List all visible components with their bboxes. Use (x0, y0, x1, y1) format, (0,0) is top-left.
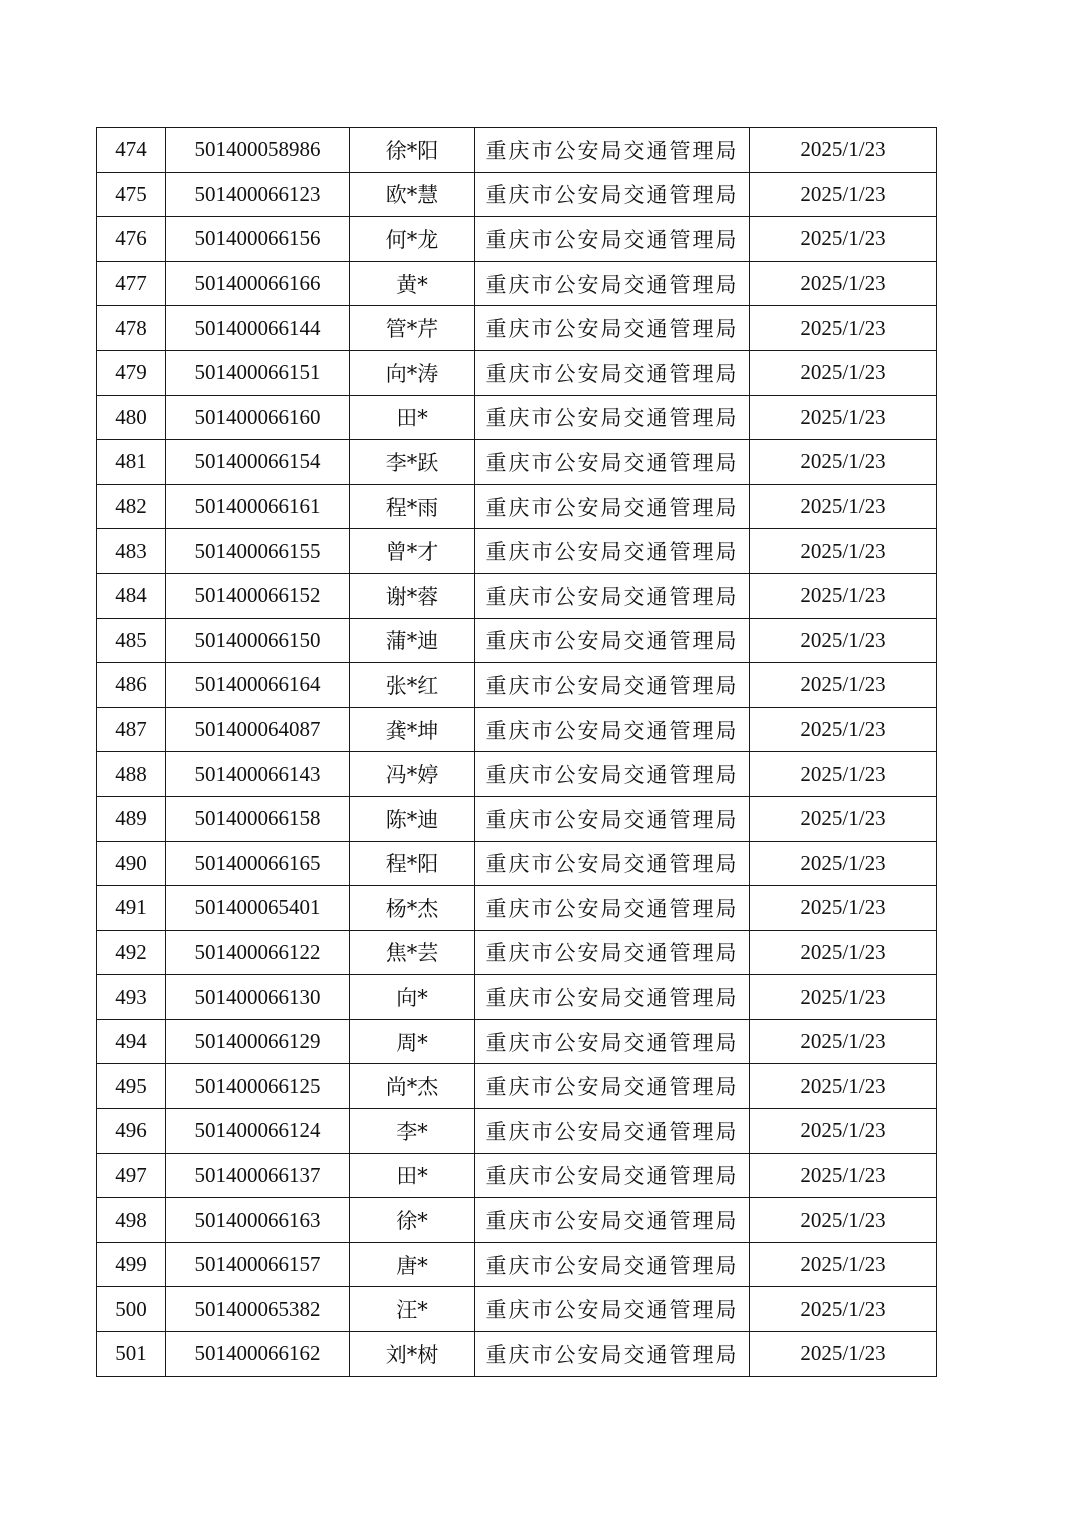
issue-date-cell: 2025/1/23 (750, 1242, 937, 1287)
issue-date-cell: 2025/1/23 (750, 1109, 937, 1154)
row-number-cell: 497 (97, 1153, 166, 1198)
person-name-cell: 陈*迪 (350, 796, 475, 841)
person-name-cell: 唐* (350, 1242, 475, 1287)
row-number-cell: 499 (97, 1242, 166, 1287)
issuing-authority-cell: 重庆市公安局交通管理局 (475, 172, 750, 217)
person-name-cell: 程*阳 (350, 841, 475, 886)
issue-date-cell: 2025/1/23 (750, 841, 937, 886)
certificate-number-cell: 501400066130 (166, 975, 350, 1020)
issue-date-cell: 2025/1/23 (750, 529, 937, 574)
person-name-cell: 焦*芸 (350, 930, 475, 975)
issuing-authority-cell: 重庆市公安局交通管理局 (475, 217, 750, 262)
certificate-number-cell: 501400066123 (166, 172, 350, 217)
issue-date-cell: 2025/1/23 (750, 663, 937, 708)
row-number-cell: 496 (97, 1109, 166, 1154)
table-row (97, 707, 937, 752)
row-number-cell: 474 (97, 128, 166, 173)
issuing-authority-cell: 重庆市公安局交通管理局 (475, 395, 750, 440)
certificate-number-cell: 501400065401 (166, 886, 350, 931)
certificate-number-cell: 501400066137 (166, 1153, 350, 1198)
issuing-authority-cell: 重庆市公安局交通管理局 (475, 841, 750, 886)
person-name-cell: 周* (350, 1019, 475, 1064)
issuing-authority-cell: 重庆市公安局交通管理局 (475, 1287, 750, 1332)
row-number-cell: 500 (97, 1287, 166, 1332)
row-number-cell: 487 (97, 707, 166, 752)
issuing-authority-cell: 重庆市公安局交通管理局 (475, 1019, 750, 1064)
person-name-cell: 曾*才 (350, 529, 475, 574)
table-row (97, 841, 937, 886)
issue-date-cell: 2025/1/23 (750, 306, 937, 351)
issue-date-cell: 2025/1/23 (750, 172, 937, 217)
person-name-cell: 田* (350, 1153, 475, 1198)
table-row (97, 975, 937, 1020)
certificate-number-cell: 501400066143 (166, 752, 350, 797)
issue-date-cell: 2025/1/23 (750, 752, 937, 797)
table-row (97, 796, 937, 841)
table-row (97, 350, 937, 395)
issue-date-cell: 2025/1/23 (750, 1153, 937, 1198)
certificate-number-cell: 501400066162 (166, 1332, 350, 1377)
table-row (97, 1064, 937, 1109)
issue-date-cell: 2025/1/23 (750, 707, 937, 752)
table-row (97, 573, 937, 618)
table-row (97, 261, 937, 306)
table-row (97, 930, 937, 975)
person-name-cell: 欧*慧 (350, 172, 475, 217)
table-row (97, 1287, 937, 1332)
person-name-cell: 刘*树 (350, 1332, 475, 1377)
person-name-cell: 徐*阳 (350, 128, 475, 173)
row-number-cell: 501 (97, 1332, 166, 1377)
table-row (97, 484, 937, 529)
issue-date-cell: 2025/1/23 (750, 484, 937, 529)
issuing-authority-cell: 重庆市公安局交通管理局 (475, 1109, 750, 1154)
certificate-number-cell: 501400066165 (166, 841, 350, 886)
issuing-authority-cell: 重庆市公安局交通管理局 (475, 707, 750, 752)
table-row (97, 172, 937, 217)
row-number-cell: 485 (97, 618, 166, 663)
row-number-cell: 475 (97, 172, 166, 217)
row-number-cell: 479 (97, 350, 166, 395)
row-number-cell: 494 (97, 1019, 166, 1064)
issuing-authority-cell: 重庆市公安局交通管理局 (475, 573, 750, 618)
table-row (97, 529, 937, 574)
row-number-cell: 481 (97, 440, 166, 485)
table-row (97, 886, 937, 931)
table-row (97, 395, 937, 440)
issue-date-cell: 2025/1/23 (750, 975, 937, 1020)
issuing-authority-cell: 重庆市公安局交通管理局 (475, 350, 750, 395)
row-number-cell: 493 (97, 975, 166, 1020)
person-name-cell: 向* (350, 975, 475, 1020)
table-row (97, 128, 937, 173)
certificate-number-cell: 501400066163 (166, 1198, 350, 1243)
issue-date-cell: 2025/1/23 (750, 1064, 937, 1109)
person-name-cell: 田* (350, 395, 475, 440)
row-number-cell: 480 (97, 395, 166, 440)
records-table-body (97, 128, 937, 1377)
row-number-cell: 488 (97, 752, 166, 797)
person-name-cell: 向*涛 (350, 350, 475, 395)
person-name-cell: 杨*杰 (350, 886, 475, 931)
person-name-cell: 张*红 (350, 663, 475, 708)
certificate-number-cell: 501400066157 (166, 1242, 350, 1287)
person-name-cell: 何*龙 (350, 217, 475, 262)
issuing-authority-cell: 重庆市公安局交通管理局 (475, 1332, 750, 1377)
certificate-number-cell: 501400066150 (166, 618, 350, 663)
issuing-authority-cell: 重庆市公安局交通管理局 (475, 975, 750, 1020)
issue-date-cell: 2025/1/23 (750, 128, 937, 173)
row-number-cell: 477 (97, 261, 166, 306)
certificate-number-cell: 501400066160 (166, 395, 350, 440)
row-number-cell: 484 (97, 573, 166, 618)
issue-date-cell: 2025/1/23 (750, 395, 937, 440)
row-number-cell: 476 (97, 217, 166, 262)
issuing-authority-cell: 重庆市公安局交通管理局 (475, 529, 750, 574)
certificate-number-cell: 501400066158 (166, 796, 350, 841)
certificate-number-cell: 501400066124 (166, 1109, 350, 1154)
certificate-number-cell: 501400066129 (166, 1019, 350, 1064)
issue-date-cell: 2025/1/23 (750, 886, 937, 931)
issue-date-cell: 2025/1/23 (750, 217, 937, 262)
issuing-authority-cell: 重庆市公安局交通管理局 (475, 886, 750, 931)
issuing-authority-cell: 重庆市公安局交通管理局 (475, 261, 750, 306)
person-name-cell: 程*雨 (350, 484, 475, 529)
issue-date-cell: 2025/1/23 (750, 618, 937, 663)
certificate-number-cell: 501400066122 (166, 930, 350, 975)
table-row (97, 1242, 937, 1287)
person-name-cell: 蒲*迪 (350, 618, 475, 663)
issue-date-cell: 2025/1/23 (750, 573, 937, 618)
person-name-cell: 李*跃 (350, 440, 475, 485)
table-row (97, 1109, 937, 1154)
issue-date-cell: 2025/1/23 (750, 440, 937, 485)
issuing-authority-cell: 重庆市公安局交通管理局 (475, 1064, 750, 1109)
table-row (97, 217, 937, 262)
table-row (97, 1332, 937, 1377)
issuing-authority-cell: 重庆市公安局交通管理局 (475, 796, 750, 841)
row-number-cell: 482 (97, 484, 166, 529)
issuing-authority-cell: 重庆市公安局交通管理局 (475, 128, 750, 173)
issuing-authority-cell: 重庆市公安局交通管理局 (475, 930, 750, 975)
person-name-cell: 徐* (350, 1198, 475, 1243)
person-name-cell: 冯*婷 (350, 752, 475, 797)
certificate-number-cell: 501400066154 (166, 440, 350, 485)
issuing-authority-cell: 重庆市公安局交通管理局 (475, 440, 750, 485)
issue-date-cell: 2025/1/23 (750, 930, 937, 975)
person-name-cell: 黄* (350, 261, 475, 306)
certificate-number-cell: 501400066152 (166, 573, 350, 618)
certificate-number-cell: 501400065382 (166, 1287, 350, 1332)
certificate-number-cell: 501400066164 (166, 663, 350, 708)
certificate-number-cell: 501400058986 (166, 128, 350, 173)
table-row (97, 1153, 937, 1198)
table-row (97, 618, 937, 663)
row-number-cell: 486 (97, 663, 166, 708)
issue-date-cell: 2025/1/23 (750, 1198, 937, 1243)
issue-date-cell: 2025/1/23 (750, 796, 937, 841)
table-row (97, 1019, 937, 1064)
table-row (97, 752, 937, 797)
person-name-cell: 汪* (350, 1287, 475, 1332)
row-number-cell: 491 (97, 886, 166, 931)
row-number-cell: 483 (97, 529, 166, 574)
certificate-number-cell: 501400066144 (166, 306, 350, 351)
person-name-cell: 龚*坤 (350, 707, 475, 752)
person-name-cell: 李* (350, 1109, 475, 1154)
person-name-cell: 尚*杰 (350, 1064, 475, 1109)
table-row (97, 440, 937, 485)
table-row (97, 663, 937, 708)
row-number-cell: 490 (97, 841, 166, 886)
issuing-authority-cell: 重庆市公安局交通管理局 (475, 752, 750, 797)
certificate-number-cell: 501400066125 (166, 1064, 350, 1109)
table-row (97, 1198, 937, 1243)
certificate-number-cell: 501400066155 (166, 529, 350, 574)
issuing-authority-cell: 重庆市公安局交通管理局 (475, 484, 750, 529)
certificate-number-cell: 501400066166 (166, 261, 350, 306)
person-name-cell: 谢*蓉 (350, 573, 475, 618)
person-name-cell: 管*芹 (350, 306, 475, 351)
issuing-authority-cell: 重庆市公安局交通管理局 (475, 1198, 750, 1243)
certificate-number-cell: 501400066161 (166, 484, 350, 529)
certificate-number-cell: 501400066156 (166, 217, 350, 262)
issuing-authority-cell: 重庆市公安局交通管理局 (475, 1242, 750, 1287)
certificate-number-cell: 501400066151 (166, 350, 350, 395)
issuing-authority-cell: 重庆市公安局交通管理局 (475, 618, 750, 663)
row-number-cell: 478 (97, 306, 166, 351)
row-number-cell: 492 (97, 930, 166, 975)
issue-date-cell: 2025/1/23 (750, 350, 937, 395)
table-row (97, 306, 937, 351)
issue-date-cell: 2025/1/23 (750, 1287, 937, 1332)
issuing-authority-cell: 重庆市公安局交通管理局 (475, 663, 750, 708)
issue-date-cell: 2025/1/23 (750, 1019, 937, 1064)
issuing-authority-cell: 重庆市公安局交通管理局 (475, 306, 750, 351)
row-number-cell: 498 (97, 1198, 166, 1243)
records-table (96, 127, 937, 1377)
issue-date-cell: 2025/1/23 (750, 261, 937, 306)
certificate-number-cell: 501400064087 (166, 707, 350, 752)
row-number-cell: 495 (97, 1064, 166, 1109)
row-number-cell: 489 (97, 796, 166, 841)
issuing-authority-cell: 重庆市公安局交通管理局 (475, 1153, 750, 1198)
issue-date-cell: 2025/1/23 (750, 1332, 937, 1377)
